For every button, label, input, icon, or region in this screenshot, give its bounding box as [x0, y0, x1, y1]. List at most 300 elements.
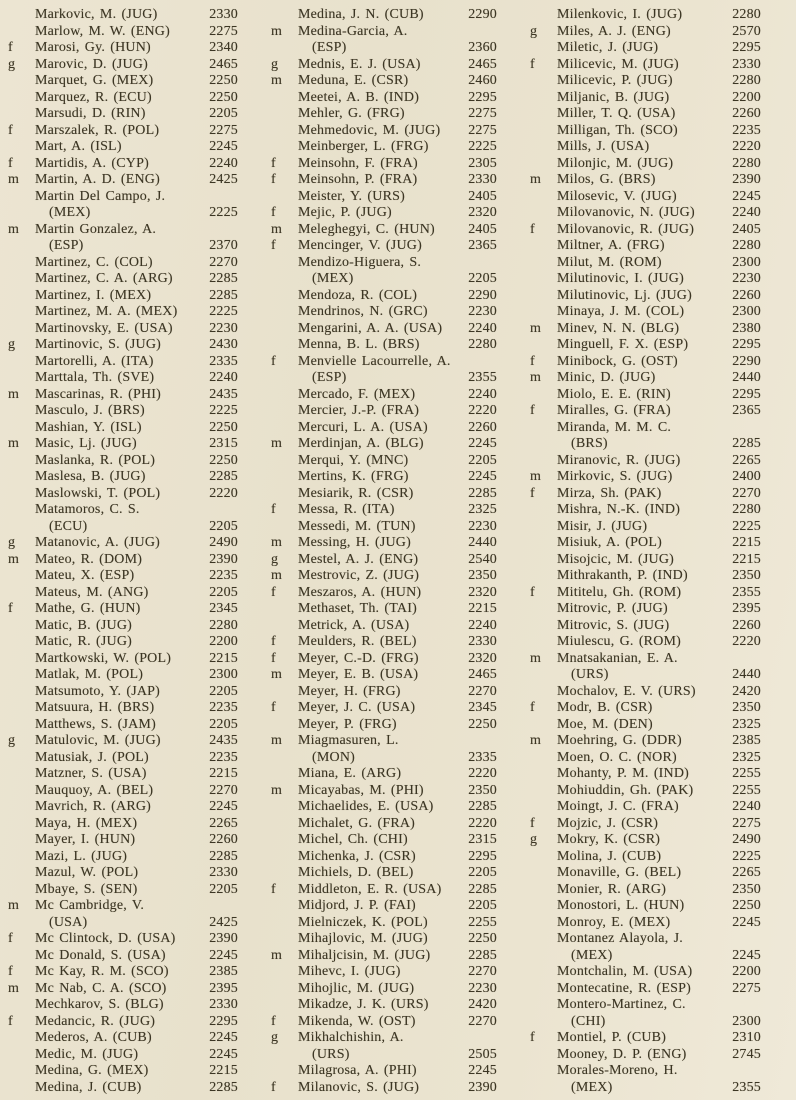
player-rating: 2295: [732, 337, 761, 352]
rating-entry: [530, 915, 761, 932]
rating-entry: [8, 486, 238, 503]
rating-entry: [8, 420, 238, 437]
rating-entry: [8, 667, 238, 684]
player-rating: 2405: [468, 188, 497, 204]
rating-entry: [271, 684, 497, 701]
player-rating: 2280: [732, 73, 761, 88]
rating-entry: [271, 288, 497, 305]
player-rating: 2325: [732, 749, 761, 765]
player-rating: 2200: [732, 964, 761, 979]
player-rating: 2280: [468, 337, 497, 352]
player-name: Michalet, G. (FRA): [298, 815, 416, 831]
player-name: Martin, A. D. (ENG): [35, 172, 160, 187]
title-letter: f: [271, 700, 276, 715]
player-rating: 2230: [732, 271, 761, 286]
player-rating: 2275: [732, 815, 761, 831]
title-letter: f: [271, 353, 276, 369]
rating-entry: [530, 271, 761, 288]
player-name: Masic, Lj. (JUG): [35, 436, 137, 451]
player-name: Martidis, A. (CYP): [35, 155, 149, 171]
player-rating: 2285: [209, 271, 238, 286]
title-letter: g: [271, 56, 279, 72]
player-name: Milligan, Th. (SCO): [557, 122, 678, 138]
rating-entry: [8, 172, 238, 189]
rating-entry: [530, 469, 761, 486]
player-rating: 2205: [209, 683, 238, 699]
player-name: Matanovic, A. (JUG): [35, 535, 161, 550]
player-name: Marovic, D. (JUG): [35, 56, 148, 72]
player-rating: 2285: [468, 881, 497, 897]
player-name: Miana, E. (ARG): [298, 766, 402, 781]
rating-entry-continuation: [530, 667, 761, 684]
title-letter: f: [530, 815, 535, 831]
title-letter: g: [530, 832, 538, 847]
player-rating: 2260: [468, 419, 497, 435]
rating-entry: [8, 106, 238, 123]
player-name: Meinberger, L. (FRG): [298, 139, 429, 154]
player-name: Maslowski, T. (POL): [35, 485, 161, 501]
rating-entry: [8, 403, 238, 420]
player-name: Matulovic, M. (JUG): [35, 733, 161, 748]
player-rating: 2275: [209, 23, 238, 39]
rating-entry: [271, 898, 497, 915]
rating-entry: [8, 271, 238, 288]
rating-entry: [271, 519, 497, 536]
player-name: Mihajlovic, M. (JUG): [298, 931, 428, 946]
player-rating: 2490: [732, 832, 761, 847]
player-rating: 2240: [209, 155, 238, 171]
rating-entry: [271, 7, 497, 24]
title-letter: f: [8, 601, 13, 616]
player-name: Mederos, A. (CUB): [35, 1030, 152, 1045]
player-rating: 2205: [209, 881, 238, 897]
rating-entry-continuation: [271, 370, 497, 387]
rating-entry: [8, 255, 238, 272]
player-name: Mitrovic, P. (JUG): [557, 601, 668, 616]
player-name: Meetei, A. B. (IND): [298, 89, 420, 105]
player-name: Minibock, G. (OST): [557, 353, 678, 369]
title-letter: f: [271, 650, 276, 666]
player-name: Mercado, F. (MEX): [298, 386, 416, 402]
player-rating: 2230: [468, 304, 497, 319]
player-name: Mititelu, Gh. (ROM): [557, 584, 682, 600]
player-rating: 2250: [209, 419, 238, 435]
player-federation: (URS): [312, 1046, 350, 1062]
title-letter: f: [271, 502, 276, 517]
player-name: Mercuri, L. A. (USA): [298, 419, 428, 435]
player-rating: 2230: [468, 518, 497, 534]
player-name: Messa, R. (ITA): [298, 502, 395, 517]
player-rating: 2290: [468, 287, 497, 303]
player-name: Mielniczek, K. (POL): [298, 914, 428, 930]
title-letter: f: [530, 56, 535, 72]
player-rating: 2295: [732, 40, 761, 55]
rating-entry: [271, 238, 497, 255]
title-letter: f: [8, 40, 13, 55]
rating-entry: [8, 1030, 238, 1047]
rating-entry: [530, 123, 761, 140]
rating-entry: [530, 139, 761, 156]
player-rating: 2220: [468, 766, 497, 781]
rating-entry: [271, 964, 497, 981]
player-rating: 2390: [732, 172, 761, 187]
rating-entry: [271, 453, 497, 470]
player-rating: 2245: [209, 139, 238, 154]
player-name: Mestel, A. J. (ENG): [298, 551, 419, 567]
player-name: Milut, M. (ROM): [557, 254, 662, 270]
player-rating: 2265: [732, 865, 761, 880]
player-name: Monier, R. (ARG): [557, 881, 667, 897]
player-federation: (CHI): [571, 1013, 606, 1029]
title-letter: m: [8, 898, 20, 913]
player-name: Matusiak, J. (POL): [35, 749, 149, 765]
player-rating: 2245: [468, 1063, 497, 1078]
player-rating: 2300: [732, 1013, 761, 1029]
player-rating: 2220: [209, 485, 238, 501]
player-name: Medina, J. (CUB): [35, 1079, 142, 1095]
player-name: Mithrakanth, P. (IND): [557, 568, 688, 583]
rating-entry: [530, 1047, 761, 1064]
rating-entry: [271, 766, 497, 783]
player-name: Montero-Martinez, C.: [557, 997, 686, 1012]
rating-entry: [530, 370, 761, 387]
title-letter: g: [8, 56, 16, 72]
player-rating: 2435: [209, 733, 238, 748]
player-rating: 2310: [732, 1030, 761, 1045]
title-letter: f: [8, 964, 13, 979]
player-rating: 2325: [468, 502, 497, 517]
player-rating: 2440: [732, 370, 761, 385]
player-rating: 2205: [209, 584, 238, 600]
rating-entry: [8, 321, 238, 338]
player-name: Medancic, R. (JUG): [35, 1013, 156, 1029]
player-name: Meyer, J. C. (USA): [298, 700, 416, 715]
rating-entry: [530, 799, 761, 816]
title-letter: f: [530, 221, 535, 237]
player-name: Montecatine, R. (ESP): [557, 980, 691, 996]
player-name: Martinez, C. A. (ARG): [35, 271, 173, 286]
player-name: Martin Del Campo, J.: [35, 188, 166, 204]
title-letter: m: [271, 782, 283, 798]
player-rating: 2205: [209, 106, 238, 121]
title-letter: f: [530, 584, 535, 600]
rating-entry: [271, 321, 497, 338]
player-rating: 2320: [468, 650, 497, 666]
player-rating: 2365: [732, 403, 761, 418]
player-rating: 2385: [209, 964, 238, 979]
rating-entry: [8, 783, 238, 800]
rating-entry: [530, 618, 761, 635]
player-rating: 2215: [732, 535, 761, 550]
player-name: Moen, O. C. (NOR): [557, 749, 677, 765]
player-name: Martkowski, W. (POL): [35, 650, 172, 666]
player-name: Menna, B. L. (BRS): [298, 337, 420, 352]
player-name: Maya, H. (MEX): [35, 815, 138, 831]
player-name: Matsuura, H. (BRS): [35, 700, 155, 715]
rating-entry: [530, 106, 761, 123]
player-rating: 2340: [209, 40, 238, 55]
rating-entry: [271, 601, 497, 618]
player-name: Meyer, P. (FRG): [298, 716, 397, 732]
rating-entry: [8, 288, 238, 305]
player-rating: 2395: [209, 980, 238, 996]
player-rating: 2260: [732, 287, 761, 303]
player-rating: 2360: [468, 40, 497, 55]
player-rating: 2285: [209, 287, 238, 303]
player-rating: 2465: [468, 56, 497, 72]
player-name: Mills, J. (USA): [557, 139, 650, 154]
player-name: Miralles, G. (FRA): [557, 403, 671, 418]
rating-entry: [530, 568, 761, 585]
rating-entry: [8, 816, 238, 833]
player-name: Martin Gonzalez, A.: [35, 221, 157, 237]
player-rating: 2380: [732, 320, 761, 336]
player-name: Meyer, C.-D. (FRG): [298, 650, 419, 666]
player-name: Mbaye, S. (SEN): [35, 881, 138, 897]
player-rating: 2745: [732, 1046, 761, 1062]
player-rating: 2215: [732, 551, 761, 567]
rating-entry: [530, 733, 761, 750]
player-name: Martinez, I. (MEX): [35, 287, 152, 303]
player-name: Montanez Alayola, J.: [557, 931, 683, 946]
title-letter: g: [8, 733, 16, 748]
rating-entry: [530, 486, 761, 503]
player-name: Mateu, X. (ESP): [35, 568, 135, 583]
rating-entry: [271, 568, 497, 585]
rating-entry: [8, 651, 238, 668]
title-letter: f: [530, 403, 535, 418]
player-name: Milagrosa, A. (PHI): [298, 1063, 417, 1078]
rating-entry: [271, 667, 497, 684]
player-name: Maslesa, B. (JUG): [35, 469, 146, 484]
rating-entry: [271, 255, 497, 272]
player-name: Montchalin, M. (USA): [557, 964, 693, 979]
player-name: Modr, B. (CSR): [557, 700, 653, 715]
player-rating: 2350: [468, 782, 497, 798]
player-rating: 2200: [209, 634, 238, 649]
player-rating: 2285: [732, 436, 761, 451]
rating-entry: [271, 1063, 497, 1080]
player-rating: 2405: [732, 221, 761, 237]
title-letter: m: [271, 221, 283, 237]
player-rating: 2330: [468, 634, 497, 649]
title-letter: g: [8, 337, 16, 352]
rating-entry: [530, 40, 761, 57]
player-name: Matzner, S. (USA): [35, 766, 147, 781]
rating-entry: [271, 618, 497, 635]
player-rating: 2245: [732, 914, 761, 930]
player-rating: 2355: [732, 1079, 761, 1095]
player-name: Marosi, Gy. (HUN): [35, 40, 151, 55]
rating-entry: [8, 156, 238, 173]
player-name: Montiel, P. (CUB): [557, 1030, 667, 1045]
player-name: Marttala, Th. (SVE): [35, 370, 155, 385]
rating-entry: [530, 651, 761, 668]
player-rating: 2230: [209, 320, 238, 336]
player-rating: 2225: [209, 304, 238, 319]
player-rating: 2435: [209, 386, 238, 402]
player-name: Merqui, Y. (MNC): [298, 452, 409, 468]
rating-entry: [8, 849, 238, 866]
player-rating: 2330: [209, 865, 238, 880]
rating-entry: [530, 783, 761, 800]
rating-entry: [8, 568, 238, 585]
player-rating: 2220: [732, 139, 761, 154]
title-letter: m: [271, 667, 283, 682]
player-rating: 2240: [732, 799, 761, 814]
player-rating: 2290: [732, 353, 761, 369]
rating-entry: [271, 535, 497, 552]
player-name: Matthews, S. (JAM): [35, 716, 156, 732]
player-name: Milicevic, P. (JUG): [557, 73, 673, 88]
player-rating: 2205: [468, 452, 497, 468]
rating-entry: [530, 634, 761, 651]
player-rating: 2400: [732, 469, 761, 484]
player-rating: 2540: [468, 551, 497, 567]
rating-entry: [8, 799, 238, 816]
rating-entry: [8, 948, 238, 965]
rating-entry: [530, 387, 761, 404]
title-letter: m: [8, 980, 20, 996]
player-rating: 2355: [468, 370, 497, 385]
player-name: Mohanty, P. M. (IND): [557, 766, 690, 781]
player-rating: 2250: [468, 716, 497, 732]
player-rating: 2235: [209, 749, 238, 765]
player-name: Milovanovic, R. (JUG): [557, 221, 695, 237]
player-rating: 2250: [209, 73, 238, 88]
rating-entry: [271, 90, 497, 107]
player-rating: 2405: [468, 221, 497, 237]
column-1: [8, 7, 238, 1100]
player-rating: 2235: [209, 700, 238, 715]
rating-entry: [530, 255, 761, 272]
rating-entry: [271, 733, 497, 750]
player-name: Matamoros, C. S.: [35, 502, 140, 517]
player-rating: 2440: [732, 667, 761, 682]
rating-entry: [530, 238, 761, 255]
player-rating: 2285: [209, 469, 238, 484]
player-name: Milanovic, S. (JUG): [298, 1079, 420, 1095]
player-rating: 2205: [468, 865, 497, 880]
player-name: Mauquoy, A. (BEL): [35, 782, 154, 798]
rating-entry: [530, 172, 761, 189]
rating-entry-continuation: [8, 519, 238, 536]
player-name: Monroy, E. (MEX): [557, 914, 671, 930]
rating-entry: [271, 486, 497, 503]
rating-entry: [530, 816, 761, 833]
player-rating: 2295: [468, 848, 497, 864]
player-rating: 2215: [209, 650, 238, 666]
rating-entry: [271, 552, 497, 569]
player-name: Mihevc, I. (JUG): [298, 964, 401, 979]
player-rating: 2250: [468, 931, 497, 946]
rating-entry: [530, 337, 761, 354]
player-rating: 2245: [209, 947, 238, 963]
rating-entry: [530, 354, 761, 371]
title-letter: m: [271, 436, 283, 451]
player-name: Mednis, E. J. (USA): [298, 56, 421, 72]
rating-entry: [530, 717, 761, 734]
player-name: Mitrovic, S. (JUG): [557, 617, 670, 633]
rating-entry: [8, 700, 238, 717]
player-rating: 2320: [468, 584, 497, 600]
player-name: Mejic, P. (JUG): [298, 205, 392, 220]
title-letter: m: [271, 23, 283, 39]
player-rating: 2370: [209, 238, 238, 253]
player-name: Matsumoto, Y. (JAP): [35, 683, 161, 699]
player-rating: 2205: [209, 716, 238, 732]
player-rating: 2330: [209, 7, 238, 22]
player-rating: 2290: [468, 7, 497, 22]
player-federation: (ESP): [49, 238, 84, 253]
rating-entry: [530, 535, 761, 552]
rating-entry-continuation: [530, 436, 761, 453]
player-name: Mc Nab, C. A. (SCO): [35, 980, 167, 996]
player-name: Meulders, R. (BEL): [298, 634, 417, 649]
title-letter: m: [530, 172, 542, 187]
player-rating: 2420: [732, 683, 761, 699]
column-2: [271, 7, 497, 1100]
player-rating: 2350: [732, 568, 761, 583]
rating-entry: [271, 931, 497, 948]
rating-entry: [271, 403, 497, 420]
rating-entry: [271, 106, 497, 123]
player-name: Misojcic, M. (JUG): [557, 551, 675, 567]
player-rating: 2345: [468, 700, 497, 715]
rating-entry: [8, 1063, 238, 1080]
player-name: Marsudi, D. (RIN): [35, 106, 146, 121]
player-name: Martorelli, A. (ITA): [35, 353, 154, 369]
player-name: Martinovsky, E. (USA): [35, 320, 173, 336]
player-name: Miltner, A. (FRG): [557, 238, 665, 253]
player-name: Mikenda, W. (OST): [298, 1013, 416, 1029]
player-name: Metrick, A. (USA): [298, 617, 410, 633]
title-letter: g: [271, 1030, 279, 1045]
title-letter: f: [271, 172, 276, 187]
player-rating: 2440: [468, 535, 497, 550]
rating-entry: [530, 832, 761, 849]
player-rating: 2205: [468, 898, 497, 913]
rating-entry: [8, 684, 238, 701]
rating-entry: [530, 205, 761, 222]
player-rating: 2315: [468, 832, 497, 847]
rating-entry: [8, 189, 238, 206]
rating-entry: [8, 717, 238, 734]
title-letter: f: [8, 155, 13, 171]
title-letter: f: [530, 1030, 535, 1045]
player-name: Meister, Y. (URS): [298, 188, 405, 204]
rating-entry-continuation: [530, 1014, 761, 1031]
player-name: Mazi, L. (JUG): [35, 848, 128, 864]
player-name: Mavrich, R. (ARG): [35, 799, 152, 814]
rating-entry: [271, 783, 497, 800]
player-name: Medina, G. (MEX): [35, 1063, 149, 1078]
player-name: Marszalek, R. (POL): [35, 122, 160, 138]
rating-entry: [8, 997, 238, 1014]
player-rating: 2350: [732, 700, 761, 715]
player-rating: 2225: [209, 403, 238, 418]
title-letter: m: [8, 436, 20, 451]
player-rating: 2420: [468, 997, 497, 1012]
rating-entry: [8, 1047, 238, 1064]
title-letter: m: [271, 535, 283, 550]
rating-entry: [271, 172, 497, 189]
player-rating: 2245: [468, 469, 497, 484]
rating-entry-continuation: [271, 271, 497, 288]
player-name: Mohiuddin, Gh. (PAK): [557, 782, 694, 798]
rating-entry: [8, 304, 238, 321]
title-letter: f: [271, 1013, 276, 1029]
